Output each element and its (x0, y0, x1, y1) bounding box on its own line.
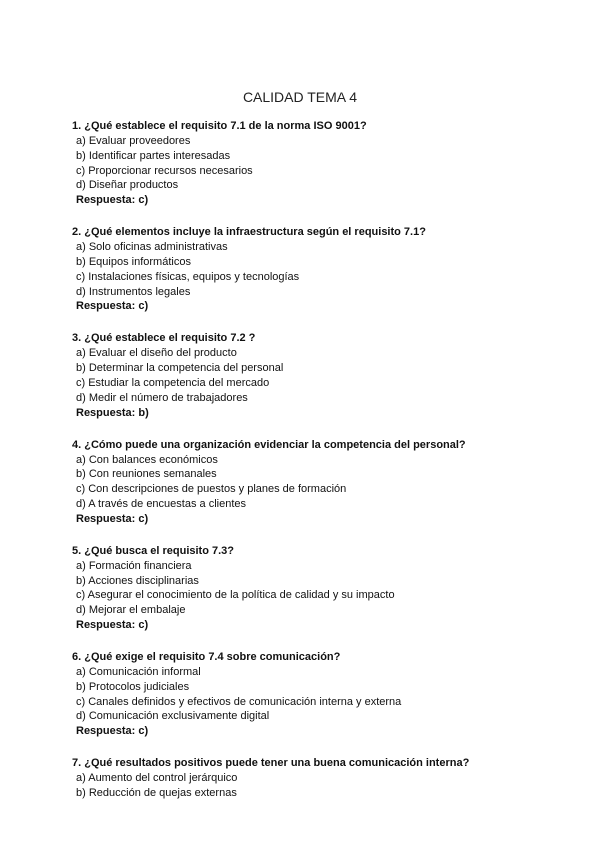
option-c: c) Canales definidos y efectivos de comunicación interna y externa (76, 695, 402, 708)
option-a: a) Aumento del control jerárquico (76, 772, 238, 785)
question-text: 2. ¿Qué elementos incluye la infraestructura según el requisito 7.1? (72, 226, 426, 239)
option-d: d) A través de encuestas a clientes (76, 497, 246, 510)
question-text: 6. ¿Qué exige el requisito 7.4 sobre comunicación? (72, 650, 341, 663)
question-text: 7. ¿Qué resultados positivos puede tener una buena comunicación interna? (72, 757, 470, 770)
option-c: c) Estudiar la competencia del mercado (76, 376, 270, 389)
question-block (72, 756, 552, 801)
question-list (72, 119, 552, 818)
option-d: d) Instrumentos legales (76, 285, 191, 298)
question-block (72, 119, 552, 208)
question-text: 1. ¿Qué establece el requisito 7.1 de la norma ISO 9001? (72, 120, 367, 132)
option-d: d) Diseñar productos (76, 179, 179, 192)
answer-text: Respuesta: c) (76, 194, 149, 207)
question-block (72, 544, 552, 633)
question-block (72, 225, 552, 314)
answer-text: Respuesta: c) (76, 512, 149, 525)
option-d: d) Mejorar el embalaje (76, 604, 186, 617)
answer-text: Respuesta: b) (76, 406, 149, 419)
option-a: a) Formación financiera (76, 559, 192, 572)
option-d: d) Medir el número de trabajadores (76, 391, 248, 404)
option-c: c) Proporcionar recursos necesarios (76, 164, 253, 177)
question-block (72, 650, 552, 739)
option-b: b) Determinar la competencia del personal (76, 362, 284, 375)
option-a: a) Evaluar proveedores (76, 135, 191, 147)
question-text: 5. ¿Qué busca el requisito 7.3? (72, 544, 234, 557)
question-text: 4. ¿Cómo puede una organización evidenciar la competencia del personal? (72, 438, 466, 451)
option-a: a) Con balances económicos (76, 453, 218, 466)
option-c: c) Asegurar el conocimiento de la política de calidad y su impacto (76, 589, 395, 602)
option-a: a) Comunicación informal (76, 665, 201, 678)
option-b: b) Equipos informáticos (76, 255, 191, 268)
option-b: b) Reducción de quejas externas (76, 786, 237, 799)
option-c: c) Instalaciones físicas, equipos y tecnologías (76, 270, 300, 283)
option-b: b) Con reuniones semanales (76, 468, 217, 481)
document-title-text: CALIDAD TEMA 4 (242, 89, 358, 105)
answer-text: Respuesta: c) (76, 725, 149, 738)
question-block (72, 331, 552, 420)
option-c: c) Con descripciones de puestos y planes de formación (76, 483, 347, 496)
question-block (72, 438, 552, 527)
option-d: d) Comunicación exclusivamente digital (76, 710, 270, 723)
option-b: b) Acciones disciplinarias (76, 574, 199, 587)
option-b: b) Identificar partes interesadas (76, 149, 231, 162)
question-text: 3. ¿Qué establece el requisito 7.2 ? (72, 332, 256, 345)
option-a: a) Solo oficinas administrativas (76, 241, 228, 254)
answer-text: Respuesta: c) (76, 300, 149, 313)
option-a: a) Evaluar el diseño del producto (76, 347, 237, 360)
answer-text: Respuesta: c) (76, 618, 149, 631)
option-b: b) Protocolos judiciales (76, 680, 190, 693)
document-title (0, 89, 600, 105)
